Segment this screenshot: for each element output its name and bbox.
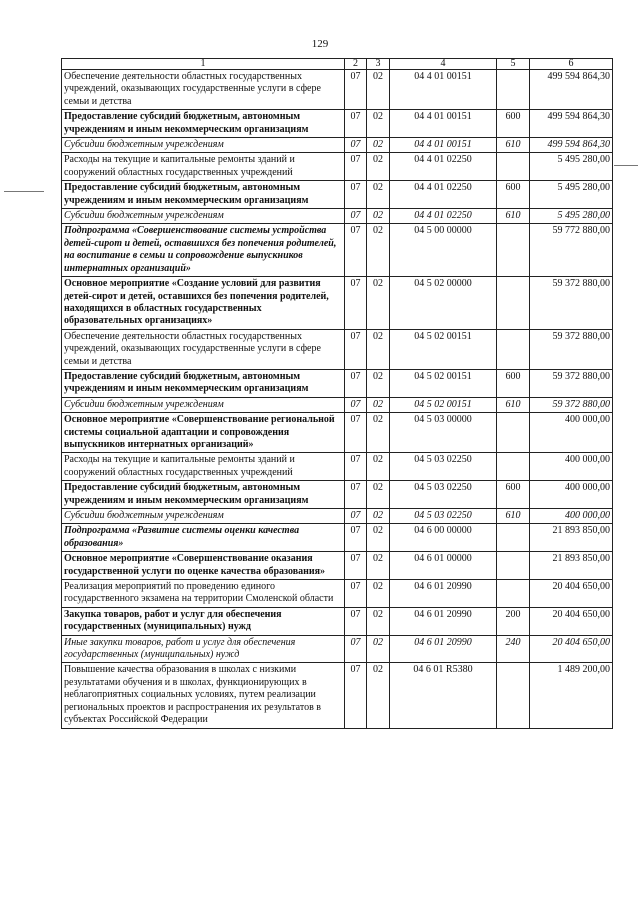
table-row xyxy=(62,453,613,481)
amount-cell: 400 000,00 xyxy=(530,453,613,481)
section-cell: 07 xyxy=(345,70,367,110)
expense-type-cell: 610 xyxy=(497,509,530,524)
header-cell: 3 xyxy=(367,59,390,70)
section-cell: 07 xyxy=(345,481,367,509)
table-row xyxy=(62,552,613,580)
target-article-cell: 04 4 01 02250 xyxy=(390,153,497,181)
table-row xyxy=(62,481,613,509)
amount-cell: 499 594 864,30 xyxy=(530,110,613,138)
amount-cell: 400 000,00 xyxy=(530,509,613,524)
subsection-cell: 02 xyxy=(367,635,390,663)
subsection-cell: 02 xyxy=(367,481,390,509)
header-cell: 2 xyxy=(345,59,367,70)
amount-cell: 59 372 880,00 xyxy=(530,397,613,412)
section-cell: 07 xyxy=(345,224,367,277)
amount-cell: 21 893 850,00 xyxy=(530,552,613,580)
row-name-cell: Расходы на текущие и капитальные ремонты зданий и сооружений областных государственных учреждений xyxy=(62,153,345,181)
subsection-cell: 02 xyxy=(367,509,390,524)
row-name-cell: Иные закупки товаров, работ и услуг для обеспечения государственных (муниципальных) нужд xyxy=(62,635,345,663)
section-cell: 07 xyxy=(345,329,367,369)
row-name-cell: Основное мероприятие «Создание условий для развития детей-сирот и детей, оставшихся без попечения родителей, находящихся в областных государственных образовательных организациях» xyxy=(62,277,345,330)
target-article-cell: 04 6 01 R5380 xyxy=(390,663,497,728)
subsection-cell: 02 xyxy=(367,110,390,138)
expense-type-cell: 600 xyxy=(497,369,530,397)
target-article-cell: 04 5 03 02250 xyxy=(390,481,497,509)
header-cell: 4 xyxy=(390,59,497,70)
amount-cell: 1 489 200,00 xyxy=(530,663,613,728)
target-article-cell: 04 6 01 20990 xyxy=(390,635,497,663)
table-row xyxy=(62,663,613,728)
section-cell: 07 xyxy=(345,552,367,580)
expense-type-cell xyxy=(497,524,530,552)
target-article-cell: 04 5 02 00151 xyxy=(390,329,497,369)
expense-type-cell xyxy=(497,663,530,728)
section-cell: 07 xyxy=(345,181,367,209)
table-row xyxy=(62,329,613,369)
row-name-cell: Субсидии бюджетным учреждениям xyxy=(62,209,345,224)
row-name-cell: Подпрограмма «Совершенствование системы устройства детей-сирот и детей, оставшихся без попечения родителей, на воспитание в семьи и сопровождение выпускников интернатных организаций» xyxy=(62,224,345,277)
target-article-cell: 04 6 01 20990 xyxy=(390,580,497,608)
expense-type-cell xyxy=(497,453,530,481)
table-row xyxy=(62,181,613,209)
expense-type-cell xyxy=(497,413,530,453)
target-article-cell: 04 6 01 20990 xyxy=(390,607,497,635)
amount-cell: 5 495 280,00 xyxy=(530,209,613,224)
row-name-cell: Закупка товаров, работ и услуг для обеспечения государственных (муниципальных) нужд xyxy=(62,607,345,635)
target-article-cell: 04 5 02 00151 xyxy=(390,397,497,412)
row-name-cell: Субсидии бюджетным учреждениям xyxy=(62,397,345,412)
subsection-cell: 02 xyxy=(367,580,390,608)
row-name-cell: Субсидии бюджетным учреждениям xyxy=(62,509,345,524)
row-name-cell: Основное мероприятие «Совершенствование оказания государственной услуги по оценке качества образования» xyxy=(62,552,345,580)
section-cell: 07 xyxy=(345,524,367,552)
subsection-cell: 02 xyxy=(367,153,390,181)
subsection-cell: 02 xyxy=(367,607,390,635)
table-row xyxy=(62,509,613,524)
amount-cell: 59 372 880,00 xyxy=(530,329,613,369)
table-row xyxy=(62,635,613,663)
section-cell: 07 xyxy=(345,607,367,635)
subsection-cell: 02 xyxy=(367,524,390,552)
table-row xyxy=(62,110,613,138)
header-cell: 6 xyxy=(530,59,613,70)
section-cell: 07 xyxy=(345,635,367,663)
target-article-cell: 04 4 01 00151 xyxy=(390,138,497,153)
table-row xyxy=(62,369,613,397)
section-cell: 07 xyxy=(345,110,367,138)
row-name-cell: Обеспечение деятельности областных государственных учреждений, оказывающих государственные услуги в сфере семьи и детства xyxy=(62,329,345,369)
expense-type-cell: 610 xyxy=(497,209,530,224)
subsection-cell: 02 xyxy=(367,277,390,330)
margin-mark-right xyxy=(614,165,638,166)
target-article-cell: 04 5 03 02250 xyxy=(390,453,497,481)
expense-type-cell: 610 xyxy=(497,138,530,153)
subsection-cell: 02 xyxy=(367,70,390,110)
subsection-cell: 02 xyxy=(367,181,390,209)
table-row xyxy=(62,209,613,224)
amount-cell: 499 594 864,30 xyxy=(530,70,613,110)
expense-type-cell: 600 xyxy=(497,481,530,509)
subsection-cell: 02 xyxy=(367,413,390,453)
page-number: 129 xyxy=(311,38,329,50)
target-article-cell: 04 5 03 02250 xyxy=(390,509,497,524)
amount-cell: 400 000,00 xyxy=(530,481,613,509)
table-row xyxy=(62,70,613,110)
target-article-cell: 04 5 03 00000 xyxy=(390,413,497,453)
amount-cell: 20 404 650,00 xyxy=(530,635,613,663)
row-name-cell: Реализация мероприятий по проведению единого государственного экзамена на территории Смоленской области xyxy=(62,580,345,608)
table-row xyxy=(62,224,613,277)
expense-type-cell xyxy=(497,580,530,608)
subsection-cell: 02 xyxy=(367,369,390,397)
expense-type-cell: 240 xyxy=(497,635,530,663)
section-cell: 07 xyxy=(345,663,367,728)
subsection-cell: 02 xyxy=(367,224,390,277)
amount-cell: 20 404 650,00 xyxy=(530,607,613,635)
section-cell: 07 xyxy=(345,277,367,330)
expense-type-cell xyxy=(497,277,530,330)
target-article-cell: 04 4 01 02250 xyxy=(390,209,497,224)
section-cell: 07 xyxy=(345,453,367,481)
section-cell: 07 xyxy=(345,138,367,153)
amount-cell: 59 772 880,00 xyxy=(530,224,613,277)
header-cell: 1 xyxy=(62,59,345,70)
expense-type-cell: 600 xyxy=(497,181,530,209)
row-name-cell: Основное мероприятие «Совершенствование региональной системы социальной адаптации и сопровождения выпускников интернатных организаций» xyxy=(62,413,345,453)
amount-cell: 59 372 880,00 xyxy=(530,369,613,397)
section-cell: 07 xyxy=(345,153,367,181)
table-row xyxy=(62,580,613,608)
row-name-cell: Предоставление субсидий бюджетным, автономным учреждениям и иным некоммерческим организациям xyxy=(62,481,345,509)
target-article-cell: 04 6 00 00000 xyxy=(390,524,497,552)
subsection-cell: 02 xyxy=(367,329,390,369)
subsection-cell: 02 xyxy=(367,209,390,224)
subsection-cell: 02 xyxy=(367,397,390,412)
budget-table xyxy=(61,58,613,729)
row-name-cell: Предоставление субсидий бюджетным, автономным учреждениям и иным некоммерческим организациям xyxy=(62,181,345,209)
row-name-cell: Предоставление субсидий бюджетным, автономным учреждениям и иным некоммерческим организациям xyxy=(62,110,345,138)
table-row xyxy=(62,397,613,412)
table-row xyxy=(62,524,613,552)
expense-type-cell: 600 xyxy=(497,110,530,138)
expense-type-cell xyxy=(497,552,530,580)
table-row xyxy=(62,277,613,330)
row-name-cell: Предоставление субсидий бюджетным, автономным учреждениям и иным некоммерческим организациям xyxy=(62,369,345,397)
section-cell: 07 xyxy=(345,580,367,608)
target-article-cell: 04 5 00 00000 xyxy=(390,224,497,277)
table-row xyxy=(62,138,613,153)
target-article-cell: 04 6 01 00000 xyxy=(390,552,497,580)
expense-type-cell xyxy=(497,329,530,369)
section-cell: 07 xyxy=(345,509,367,524)
row-name-cell: Обеспечение деятельности областных государственных учреждений, оказывающих государственные услуги в сфере семьи и детства xyxy=(62,70,345,110)
target-article-cell: 04 4 01 00151 xyxy=(390,70,497,110)
section-cell: 07 xyxy=(345,413,367,453)
section-cell: 07 xyxy=(345,209,367,224)
target-article-cell: 04 5 02 00000 xyxy=(390,277,497,330)
amount-cell: 5 495 280,00 xyxy=(530,181,613,209)
row-name-cell: Расходы на текущие и капитальные ремонты зданий и сооружений областных государственных учреждений xyxy=(62,453,345,481)
subsection-cell: 02 xyxy=(367,663,390,728)
target-article-cell: 04 4 01 00151 xyxy=(390,110,497,138)
amount-cell: 5 495 280,00 xyxy=(530,153,613,181)
expense-type-cell: 610 xyxy=(497,397,530,412)
row-name-cell: Подпрограмма «Развитие системы оценки качества образования» xyxy=(62,524,345,552)
margin-mark-left xyxy=(4,191,44,192)
target-article-cell: 04 5 02 00151 xyxy=(390,369,497,397)
row-name-cell: Субсидии бюджетным учреждениям xyxy=(62,138,345,153)
section-cell: 07 xyxy=(345,369,367,397)
expense-type-cell xyxy=(497,224,530,277)
target-article-cell: 04 4 01 02250 xyxy=(390,181,497,209)
amount-cell: 21 893 850,00 xyxy=(530,524,613,552)
section-cell: 07 xyxy=(345,397,367,412)
amount-cell: 59 372 880,00 xyxy=(530,277,613,330)
expense-type-cell xyxy=(497,153,530,181)
header-row xyxy=(62,59,613,70)
row-name-cell: Повышение качества образования в школах с низкими результатами обучения и в школах, функционирующих в неблагоприятных социальных условиях, путем реализации региональных проектов и распространения их результатов в субъектах Российской Федерации xyxy=(62,663,345,728)
amount-cell: 400 000,00 xyxy=(530,413,613,453)
expense-type-cell: 200 xyxy=(497,607,530,635)
amount-cell: 499 594 864,30 xyxy=(530,138,613,153)
amount-cell: 20 404 650,00 xyxy=(530,580,613,608)
table-row xyxy=(62,413,613,453)
subsection-cell: 02 xyxy=(367,453,390,481)
subsection-cell: 02 xyxy=(367,552,390,580)
header-cell: 5 xyxy=(497,59,530,70)
expense-type-cell xyxy=(497,70,530,110)
subsection-cell: 02 xyxy=(367,138,390,153)
table-row xyxy=(62,153,613,181)
table-row xyxy=(62,607,613,635)
